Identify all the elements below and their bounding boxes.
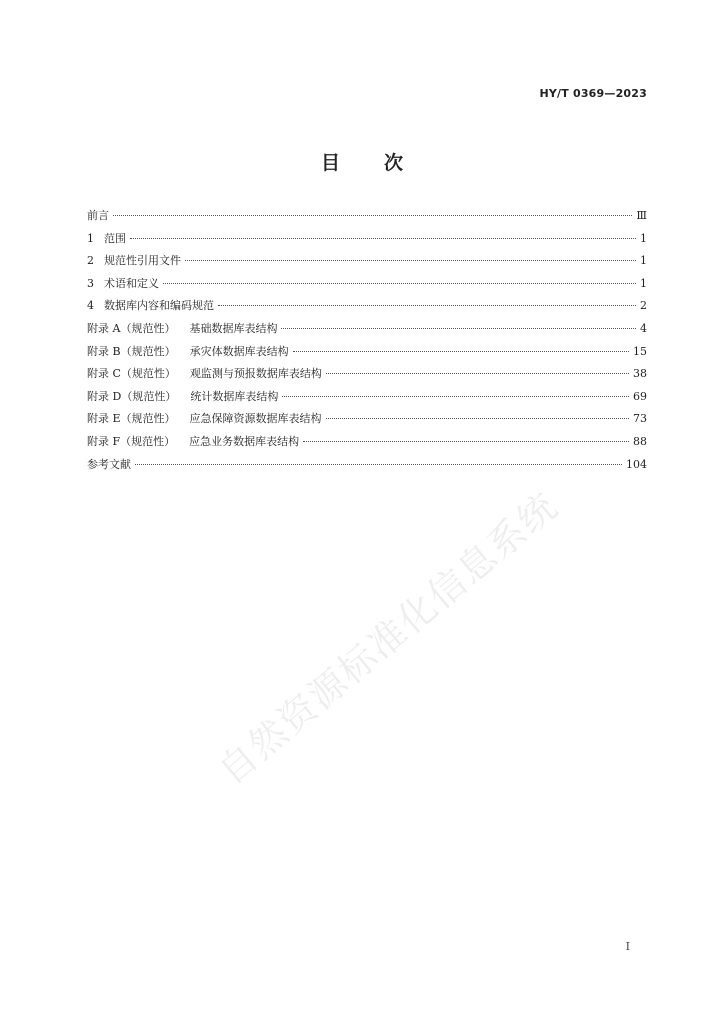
- toc-leader: [185, 260, 636, 261]
- toc-leader: [113, 215, 632, 216]
- toc-entry-appendix-e[interactable]: [87, 410, 647, 433]
- toc-entry-appendix-b[interactable]: [87, 343, 647, 366]
- toc-page-number: 4: [640, 321, 647, 335]
- toc-entry-title: 数据库内容和编码规范: [104, 299, 214, 313]
- title-char-1: 目: [320, 152, 340, 174]
- toc-appendix-label: 附录 D（规范性）: [87, 389, 177, 403]
- standard-code: HY/T 0369—2023: [539, 87, 647, 100]
- toc-entry-appendix-f[interactable]: [87, 433, 647, 456]
- toc-page-number: 1: [640, 276, 647, 290]
- toc-page-number: 1: [640, 231, 647, 245]
- toc-leader: [135, 464, 622, 465]
- toc-entry-number: 2: [87, 254, 94, 268]
- toc-page-number: 15: [633, 344, 647, 358]
- toc-leader: [163, 283, 636, 284]
- toc-entry-title: 基础数据库表结构: [189, 321, 278, 335]
- toc-entry-title: 规范性引用文件: [104, 254, 181, 268]
- toc-entry-appendix-d[interactable]: [87, 388, 647, 411]
- toc-leader: [293, 351, 629, 352]
- toc-entry-title: 统计数据库表结构: [190, 389, 279, 403]
- toc-appendix-label: 附录 E（规范性）: [87, 412, 176, 426]
- toc-leader: [303, 441, 629, 442]
- toc-entry-number: 4: [87, 299, 94, 313]
- toc-leader: [130, 238, 636, 239]
- toc-page-number: 2: [640, 299, 647, 313]
- toc-entry-foreword[interactable]: [87, 207, 647, 230]
- page-title: [0, 148, 724, 175]
- toc-page-number: 69: [633, 389, 647, 403]
- toc-entry-title: 参考文献: [87, 457, 131, 471]
- toc-appendix-label: 附录 C（规范性）: [87, 367, 176, 381]
- toc-entry-title: 前言: [87, 209, 109, 222]
- toc-appendix-label: 附录 A（规范性）: [87, 321, 176, 335]
- title-char-2: 次: [384, 152, 404, 174]
- toc-leader: [281, 328, 636, 329]
- toc-entry-terms[interactable]: [87, 275, 647, 298]
- toc-page-number: 73: [633, 412, 647, 426]
- toc-leader: [326, 418, 629, 419]
- toc-leader: [218, 305, 636, 306]
- toc-entry-title: 观监测与预报数据库表结构: [189, 367, 322, 381]
- toc-entry-appendix-c[interactable]: [87, 365, 647, 388]
- toc-entry-number: 1: [87, 231, 94, 245]
- toc-entry-appendix-a[interactable]: [87, 320, 647, 343]
- table-of-contents: [87, 207, 647, 478]
- toc-leader: [282, 396, 629, 397]
- toc-entry-title: 术语和定义: [104, 276, 159, 290]
- toc-entry-bibliography[interactable]: [87, 456, 647, 479]
- toc-entry-title: 承灾体数据库表结构: [189, 344, 289, 358]
- toc-entry-title: 应急保障资源数据库表结构: [189, 412, 322, 426]
- toc-entry-title: 范围: [104, 231, 126, 245]
- toc-entry-normative-references[interactable]: [87, 252, 647, 275]
- toc-entry-title: 应急业务数据库表结构: [189, 434, 300, 448]
- toc-appendix-label: 附录 F（规范性）: [87, 434, 176, 448]
- toc-page-number: 1: [640, 254, 647, 268]
- toc-entry-scope[interactable]: [87, 230, 647, 253]
- toc-appendix-label: 附录 B（规范性）: [87, 344, 176, 358]
- toc-page-number: 104: [626, 457, 647, 471]
- toc-page-number: 88: [633, 434, 647, 448]
- watermark: 自然资源标准化信息系统: [210, 484, 567, 793]
- toc-entry-database-content[interactable]: [87, 297, 647, 320]
- toc-leader: [326, 373, 629, 374]
- toc-page-number: 38: [633, 367, 647, 381]
- toc-page-number: Ⅲ: [636, 209, 647, 222]
- page-number: I: [625, 940, 630, 953]
- toc-entry-number: 3: [87, 276, 94, 290]
